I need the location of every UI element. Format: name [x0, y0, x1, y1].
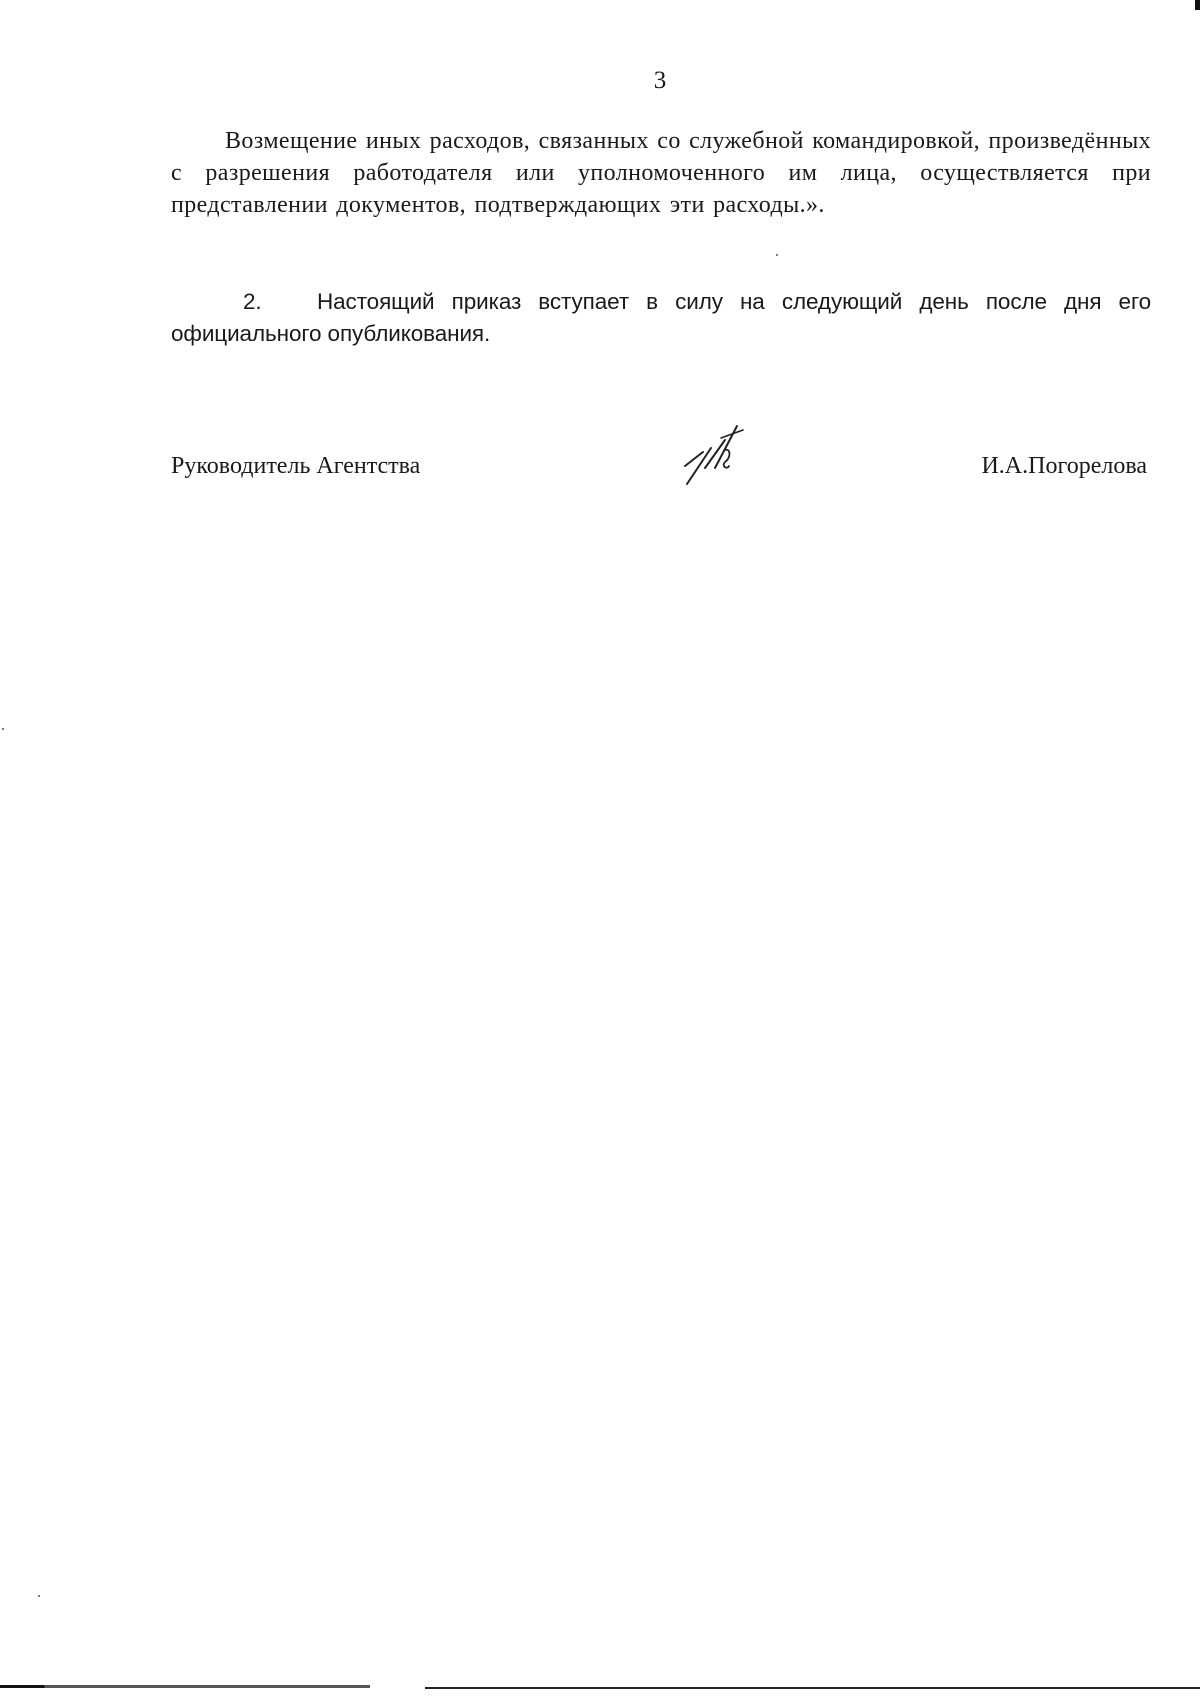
paragraph-number: 2.: [243, 289, 262, 314]
scan-speck: [776, 254, 778, 256]
signature-block: [171, 450, 1147, 490]
handwritten-signature: [681, 422, 751, 488]
signer-position: Руководитель Агентства: [171, 453, 421, 479]
scan-speck: [38, 1595, 40, 1597]
scan-artifact-bottom-left: [0, 1685, 370, 1688]
scan-speck: [2, 728, 4, 730]
paragraph-effective-date: [171, 286, 1151, 350]
scan-artifact-top-right: [1195, 0, 1200, 10]
signer-name: И.А.Погорелова: [981, 453, 1147, 479]
page-number: 3: [653, 67, 667, 94]
paragraph-expenses-reimbursement: Возмещение иных расходов, связанных со служебной командировкой, произведённых с разрешения работодателя или уполномоченного им лица, осуществляется при представлении документов, подтверждающих эти расходы.».: [171, 128, 1151, 218]
paragraph-text: Настоящий приказ вступает в силу на следующий день после дня его официального опубликования.: [171, 289, 1151, 346]
scan-artifact-bottom-right: [425, 1687, 1200, 1689]
